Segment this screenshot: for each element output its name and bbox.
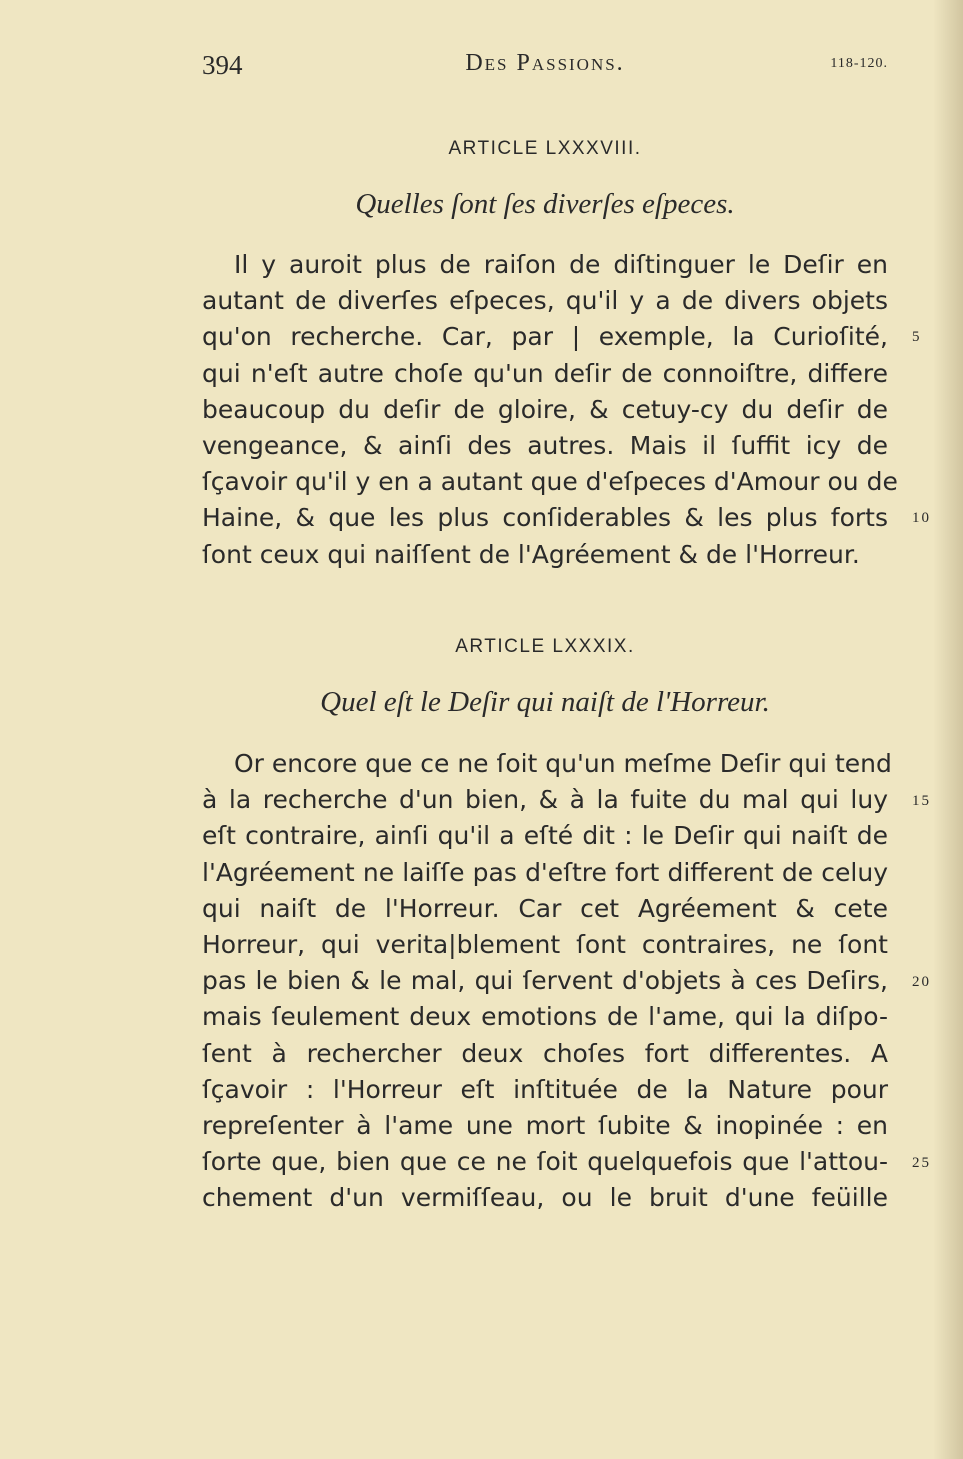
margin-line-number: 5 [912, 329, 922, 345]
text-line: qui n'eſt autre choſe qu'un deſir de connoiſtre, differe [202, 358, 888, 388]
text-line: Horreur, qui verita|blement ſont contraires, ne ſont [202, 929, 888, 959]
text-line: qu'on recherche. Car, par | exemple, la Curioſité, [202, 322, 888, 352]
text-line: chement d'un vermiſſeau, ou le bruit d'une feüille [202, 1183, 888, 1213]
article-body-88 [202, 247, 898, 573]
text-line: pas le bien & le mal, qui ſervent d'objets à ces Deſirs, [202, 966, 888, 996]
text-line: ſont ceux qui naiſſent de l'Agréement & de l'Horreur. [202, 539, 860, 569]
text-line: ſent à rechercher deux choſes fort differentes. A [202, 1038, 888, 1068]
margin-line-number: 25 [912, 1155, 931, 1171]
text-line: qui naiſt de l'Horreur. Car cet Agréement & cete [202, 893, 888, 923]
text-line: ſçavoir qu'il y en a autant que d'eſpeces d'Amour ou de [202, 467, 898, 497]
text-line: Il y auroit plus de raiſon de diſtinguer le Deſir en [234, 250, 888, 279]
running-title: Des Passions. [465, 50, 625, 76]
article-body-89 [202, 746, 892, 1216]
text-line: eſt contraire, ainſi qu'il a eſté dit : le Deſir qui naiſt de [202, 821, 888, 851]
article-heading-88: ARTICLE LXXXVIII. [448, 138, 642, 159]
text-line: vengeance, & ainſi des autres. Mais il ſuffit icy de [202, 430, 888, 460]
margin-line-number: 20 [912, 974, 931, 990]
page-reference: 118-120. [830, 56, 888, 71]
text-line: Or encore que ce ne ſoit qu'un meſme Deſir qui tend [234, 749, 892, 778]
page-number: 394 [202, 50, 243, 80]
text-line: repreſenter à l'ame une mort ſubite & inopinée : en [202, 1110, 888, 1140]
text-line: Haine, & que les plus conſiderables & les plus forts [202, 503, 888, 533]
text-line: ſçavoir : l'Horreur eſt inſtituée de la Nature pour [202, 1074, 888, 1104]
article-subtitle-88: Quelles ſont ſes diverſes eſpeces. [355, 188, 735, 220]
margin-line-number: 10 [912, 510, 931, 526]
text-line: beaucoup du deſir de gloire, & cetuy-cy du deſir de [202, 394, 888, 424]
running-head [202, 48, 888, 84]
text-line: l'Agréement ne laiſſe pas d'eſtre fort different de celuy [202, 857, 888, 887]
margin-line-number: 15 [912, 793, 931, 809]
article-subtitle-89: Quel eſt le Deſir qui naiſt de l'Horreur. [320, 686, 770, 718]
text-line: autant de diverſes eſpeces, qu'il y a de divers objets [202, 286, 888, 316]
text-line: ſorte que, bien que ce ne ſoit quelquefois que l'attou- [202, 1147, 888, 1177]
text-line: mais ſeulement deux emotions de l'ame, qui la diſpo- [202, 1002, 888, 1032]
article-heading-89: ARTICLE LXXXIX. [455, 636, 635, 657]
page-edge-shadow [933, 0, 963, 1459]
text-line: à la recherche d'un bien, & à la fuite du mal qui luy [202, 785, 888, 815]
